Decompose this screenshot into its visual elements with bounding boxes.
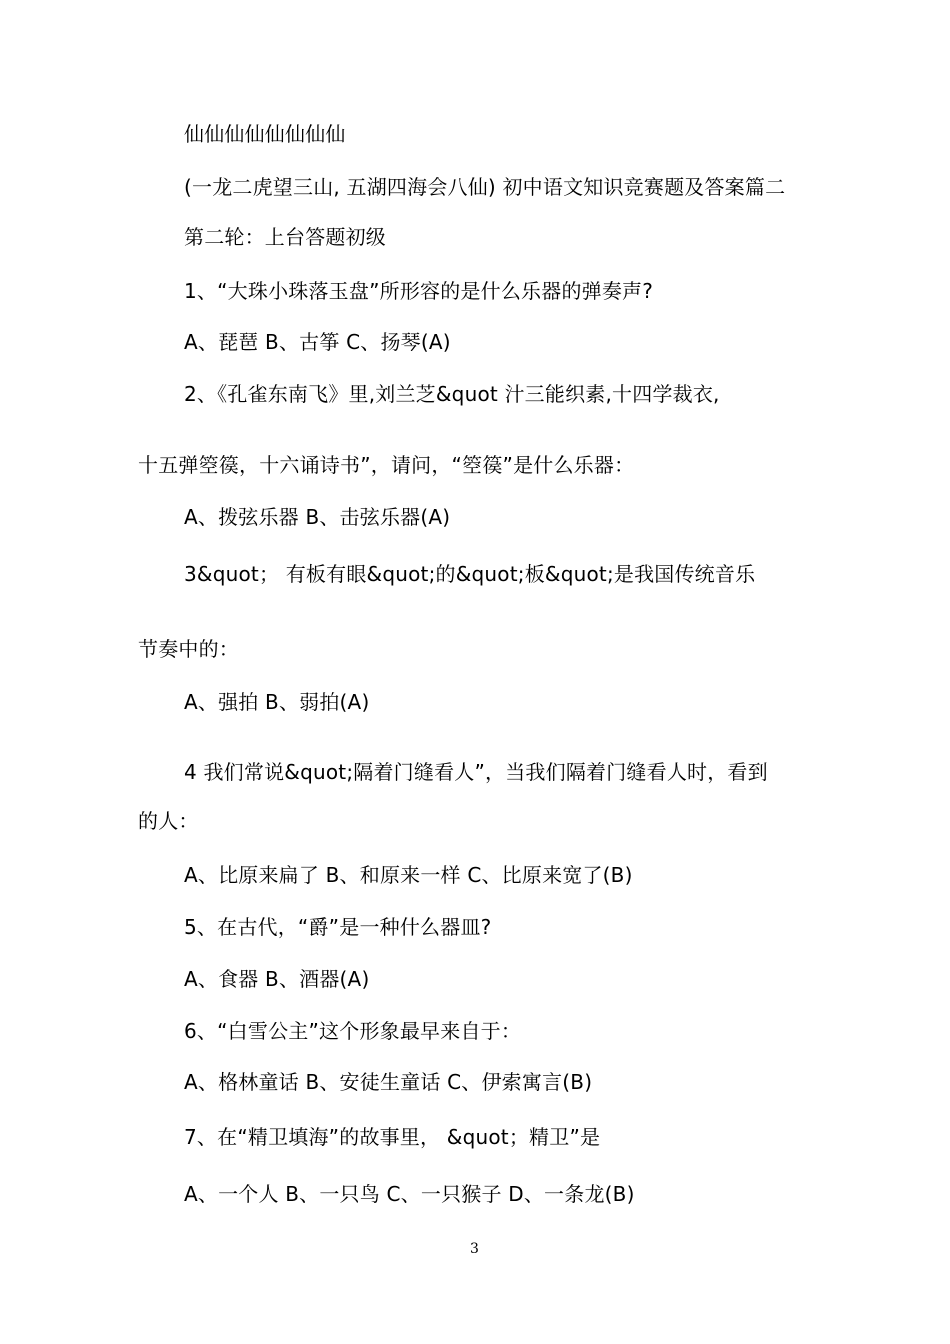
- answer-5: A、食器 B、酒器(A): [184, 967, 370, 991]
- question-6: 6、“白雪公主”这个形象最早来自于：: [184, 1019, 522, 1043]
- answer-3: A、强拍 B、弱拍(A): [184, 690, 370, 714]
- question-4-part-2: 的人：: [138, 809, 199, 833]
- question-3-part-2: 节奏中的：: [138, 637, 239, 661]
- question-5: 5、在古代，“爵”是一种什么器皿?: [184, 915, 492, 939]
- answer-2: A、拨弦乐器 B、击弦乐器(A): [184, 505, 451, 529]
- answer-4: A、比原来扁了 B、和原来一样 C、比原来宽了(B): [184, 863, 633, 887]
- question-3-part-1: 3&quot； 有板有眼&quot;的&quot;板&quot;是我国传统音乐: [184, 562, 756, 586]
- page-number: 3: [470, 1241, 479, 1257]
- question-1: 1、“大珠小珠落玉盘”所形容的是什么乐器的弹奏声?: [184, 279, 654, 303]
- section-heading: 第二轮：上台答题初级: [184, 225, 386, 249]
- answer-1: A、琵琶 B、古筝 C、扬琴(A): [184, 330, 451, 354]
- question-4-part-1: 4 我们常说&quot;隔着门缝看人”，当我们隔着门缝看人时，看到: [184, 760, 768, 784]
- text-line: 仙仙仙仙仙仙仙仙: [184, 122, 346, 146]
- answer-7: A、一个人 B、一只鸟 C、一只猴子 D、一条龙(B): [184, 1182, 635, 1206]
- document-title-line: (一龙二虎望三山, 五湖四海会八仙) 初中语文知识竞赛题及答案篇二: [184, 175, 786, 199]
- answer-6: A、格林童话 B、安徒生童话 C、伊索寓言(B): [184, 1070, 593, 1094]
- question-2-part-2: 十五弹箜篌，十六诵诗书”，请问，“箜篌”是什么乐器：: [138, 453, 635, 477]
- question-7: 7、在“精卫填海”的故事里， &quot；精卫”是: [184, 1125, 601, 1149]
- question-2-part-1: 2、《孔雀东南飞》里,刘兰芝&quot 汁三能织素,十四学裁衣,: [184, 382, 720, 406]
